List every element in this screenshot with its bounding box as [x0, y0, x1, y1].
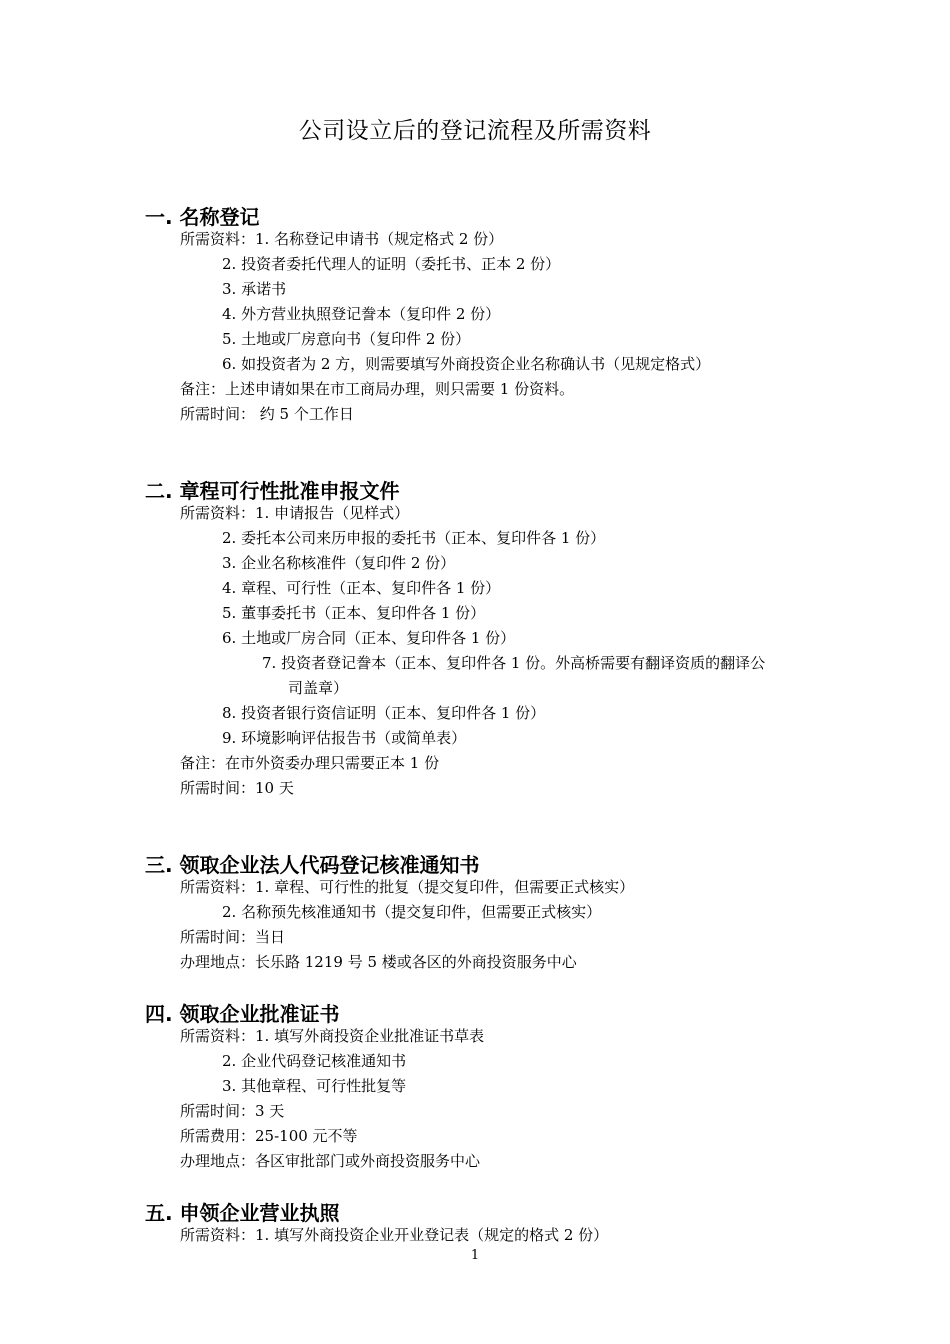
section-2-line: 8. 投资者银行资信证明（正本、复印件各 1 份） — [222, 704, 546, 722]
section-heading-5: 五. 申领企业营业执照 — [145, 1201, 340, 1225]
section-1-line: 4. 外方营业执照登记誊本（复印件 2 份） — [222, 305, 501, 323]
section-4-time: 所需时间：3 天 — [180, 1102, 285, 1120]
section-heading-3: 三. 领取企业法人代码登记核准通知书 — [145, 853, 480, 877]
section-3-location: 办理地点：长乐路 1219 号 5 楼或各区的外商投资服务中心 — [180, 953, 577, 971]
section-4-line: 2. 企业代码登记核准通知书 — [222, 1052, 407, 1070]
section-2-time: 所需时间：10 天 — [180, 779, 294, 797]
page-title: 公司设立后的登记流程及所需资料 — [298, 118, 652, 144]
section-3-line: 2. 名称预先核准通知书（提交复印件，但需要正式核实） — [222, 903, 602, 921]
section-2-line: 9. 环境影响评估报告书（或简单表） — [222, 729, 467, 747]
section-4-location: 办理地点：各区审批部门或外商投资服务中心 — [180, 1152, 481, 1170]
section-1-line: 3. 承诺书 — [222, 280, 287, 298]
section-4-line: 3. 其他章程、可行性批复等 — [222, 1077, 407, 1095]
section-heading-2: 二. 章程可行性批准申报文件 — [145, 479, 400, 503]
section-3-line: 所需资料：1. 章程、可行性的批复（提交复印件，但需要正式核实） — [180, 878, 635, 896]
section-2-line: 3. 企业名称核准件（复印件 2 份） — [222, 554, 456, 572]
section-2-line-continuation: 司盖章） — [288, 679, 349, 697]
section-3-time: 所需时间：当日 — [180, 928, 286, 946]
section-1-time: 所需时间： 约 5 个工作日 — [180, 405, 354, 423]
section-1-note: 备注：上述申请如果在市工商局办理，则只需要 1 份资料。 — [180, 380, 575, 398]
section-2-line: 2. 委托本公司来历申报的委托书（正本、复印件各 1 份） — [222, 529, 606, 547]
section-heading-1: 一. 名称登记 — [145, 205, 260, 229]
section-5-line: 所需资料：1. 填写外商投资企业开业登记表（规定的格式 2 份） — [180, 1226, 609, 1244]
section-2-line: 6. 土地或厂房合同（正本、复印件各 1 份） — [222, 629, 516, 647]
section-2-note: 备注：在市外资委办理只需要正本 1 份 — [180, 754, 440, 772]
section-1-line: 5. 土地或厂房意向书（复印件 2 份） — [222, 330, 471, 348]
section-1-line: 2. 投资者委托代理人的证明（委托书、正本 2 份） — [222, 255, 561, 273]
section-1-line: 所需资料：1. 名称登记申请书（规定格式 2 份） — [180, 230, 504, 248]
section-2-line: 5. 董事委托书（正本、复印件各 1 份） — [222, 604, 486, 622]
section-2-line: 7. 投资者登记誊本（正本、复印件各 1 份。外高桥需要有翻译资质的翻译公 — [262, 654, 766, 672]
section-2-line: 所需资料：1. 申请报告（见样式） — [180, 504, 410, 522]
page-number: 1 — [470, 1248, 480, 1263]
section-4-fee: 所需费用：25-100 元不等 — [180, 1127, 358, 1145]
section-4-line: 所需资料：1. 填写外商投资企业批准证书草表 — [180, 1027, 485, 1045]
section-heading-4: 四. 领取企业批准证书 — [145, 1002, 340, 1026]
section-2-line: 4. 章程、可行性（正本、复印件各 1 份） — [222, 579, 501, 597]
section-1-line: 6. 如投资者为 2 方，则需要填写外商投资企业名称确认书（见规定格式） — [222, 355, 711, 373]
